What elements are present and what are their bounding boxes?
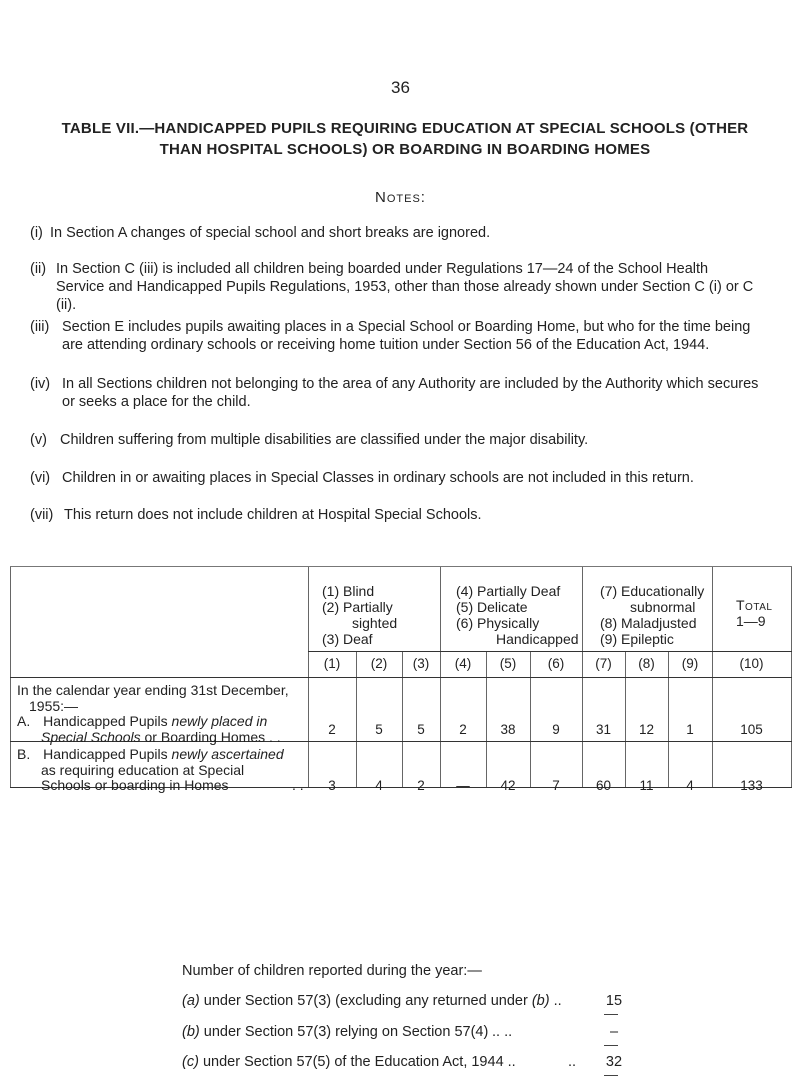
table-cell: 7	[552, 778, 560, 793]
note-number: (iii)	[30, 319, 50, 335]
header-line: (2) Partially	[322, 599, 393, 615]
header-line: (6) Physically	[456, 615, 540, 631]
page-number: 36	[391, 78, 410, 97]
header-group-total	[736, 597, 790, 629]
summary-value: 15	[605, 993, 623, 1009]
table-cell: 2	[417, 778, 425, 793]
column-header: (2)	[370, 656, 388, 671]
row-preface: 1955:—	[29, 697, 79, 714]
header-line: (9) Epileptic	[600, 631, 674, 647]
column-header: (8)	[638, 656, 655, 671]
column-header: (7)	[595, 656, 612, 671]
header-line: (7) Educationally	[600, 583, 705, 599]
summary-letter: (c)	[182, 1054, 199, 1070]
table-cell: —	[456, 778, 470, 793]
summary-text: under Section 57(5) of the Education Act, 1944 ..	[202, 1054, 516, 1070]
row-label-italic: Special Schools	[41, 728, 141, 745]
summary-value: 32	[605, 1054, 623, 1070]
note-3	[30, 318, 760, 354]
summary-letter: (b)	[182, 1024, 200, 1040]
summary-text: under Section 57(3) relying on Section 57(4)	[203, 1024, 489, 1040]
note-text: This return does not include children at Hospital Special Schools.	[64, 507, 482, 523]
summary-ref: (b)	[531, 993, 550, 1009]
column-header: (9)	[681, 656, 699, 671]
header-group-2	[456, 583, 582, 647]
summary-value: –	[609, 1024, 619, 1040]
column-header: (3)	[412, 656, 430, 671]
header-line: (5) Delicate	[456, 599, 528, 615]
table-cell: 2	[328, 722, 336, 737]
summary-dots: ..	[568, 1054, 577, 1070]
column-header: (6)	[547, 656, 565, 671]
row-label-italic: newly ascertained	[171, 746, 284, 762]
note-number: (vi)	[30, 470, 51, 486]
note-text: Children suffering from multiple disabilities are classified under the major disability.	[60, 432, 589, 448]
table-cell: 42	[500, 778, 516, 793]
row-label-dots: . .	[292, 777, 304, 793]
row-label-text: Handicapped Pupils	[43, 713, 168, 729]
note-text: In all Sections children not belonging to the area of any Authority are included by the Authority which secures or seeks a place for the child.	[62, 376, 759, 410]
summary-item-b	[182, 1024, 642, 1040]
row-b-label	[17, 747, 307, 794]
summary-item-a	[182, 993, 642, 1009]
header-line: (8) Maladjusted	[600, 615, 697, 631]
column-header: (1)	[323, 656, 341, 671]
header-line: sighted	[352, 615, 398, 631]
note-number: (ii)	[30, 261, 47, 277]
row-letter: B.	[17, 746, 31, 762]
table-cell: 38	[500, 722, 516, 737]
table-cell: 3	[328, 778, 336, 793]
note-6	[30, 469, 760, 487]
header-line: (4) Partially Deaf	[456, 583, 561, 599]
note-number: (v)	[30, 432, 47, 448]
note-2	[30, 260, 760, 314]
table-cell: 60	[595, 778, 612, 793]
header-group-1	[322, 583, 440, 647]
table-cell: 9	[552, 722, 560, 737]
row-a-label	[17, 683, 307, 745]
summary-letter: (a)	[182, 993, 200, 1009]
summary-text: under Section 57(3) (excluding any returned under	[203, 993, 528, 1009]
column-header: (10)	[739, 656, 764, 671]
handicapped-pupils-table	[10, 566, 792, 793]
column-header: (5)	[499, 656, 517, 671]
note-text: Children in or awaiting places in Special Classes in ordinary schools are not included in this return.	[62, 470, 694, 486]
header-line: subnormal	[630, 599, 696, 615]
table-cell: 1	[686, 722, 694, 737]
row-label-text: or Boarding Homes . .	[144, 728, 281, 745]
header-line: Handicapped	[496, 631, 579, 647]
header-line: 1—9	[736, 613, 766, 629]
row-letter: A.	[17, 713, 31, 729]
column-header: (4)	[454, 656, 472, 671]
table-cell: 4	[686, 778, 694, 793]
note-text: Section E includes pupils awaiting places in a Special School or Boarding Home, but who for the time being are attending ordinary schools or receiving home tuition under Section 56 of the Education Act, 1944.	[62, 319, 751, 353]
header-group-3	[600, 583, 712, 647]
note-5	[30, 431, 760, 449]
summary-item-c	[182, 1054, 642, 1070]
summary-heading: Number of children reported during the year:—	[182, 963, 482, 979]
note-number: (vii)	[30, 507, 54, 523]
row-label-italic: newly placed in	[171, 713, 268, 729]
note-1	[30, 224, 760, 242]
table-cell: 31	[595, 722, 612, 737]
note-7	[30, 506, 760, 524]
table-cell: 5	[375, 722, 383, 737]
table-title: TABLE VII.—HANDICAPPED PUPILS REQUIRING EDUCATION AT SPECIAL SCHOOLS (OTHER THAN HOSPITAL SCHOOLS) OR BOARDING IN BOARDING HOMES	[61, 120, 749, 158]
note-number: (i)	[30, 225, 43, 241]
table-cell: 5	[417, 722, 425, 737]
table-cell: 4	[375, 778, 383, 793]
row-preface: In the calendar year ending 31st December,	[17, 682, 289, 698]
summary-dots: .. ..	[492, 1024, 513, 1040]
row-label-text: Handicapped Pupils	[43, 746, 168, 762]
header-line: (3) Deaf	[322, 631, 373, 647]
notes-heading: Notes:	[375, 189, 426, 206]
table-cell: 133	[740, 778, 763, 793]
row-label-text: as requiring education at Special	[41, 761, 245, 778]
note-4	[30, 375, 760, 411]
header-line: (1) Blind	[322, 583, 375, 599]
row-label-text: Schools or boarding in Homes	[41, 777, 229, 793]
note-number: (iv)	[30, 376, 51, 392]
note-text: In Section C (iii) is included all children being boarded under Regulations 17—24 of the School Health Service and Handicapped Pupils Regulations, 1953, other than those already shown under Section C (i) or C (ii).	[56, 261, 754, 313]
note-text: In Section A changes of special school and short breaks are ignored.	[50, 225, 491, 241]
table-cell: 12	[638, 722, 655, 737]
summary-dots: ..	[553, 993, 562, 1009]
table-cell: 2	[459, 722, 467, 737]
table-cell: 105	[740, 722, 763, 737]
table-cell: 11	[639, 778, 654, 793]
header-line: Total	[736, 597, 773, 613]
